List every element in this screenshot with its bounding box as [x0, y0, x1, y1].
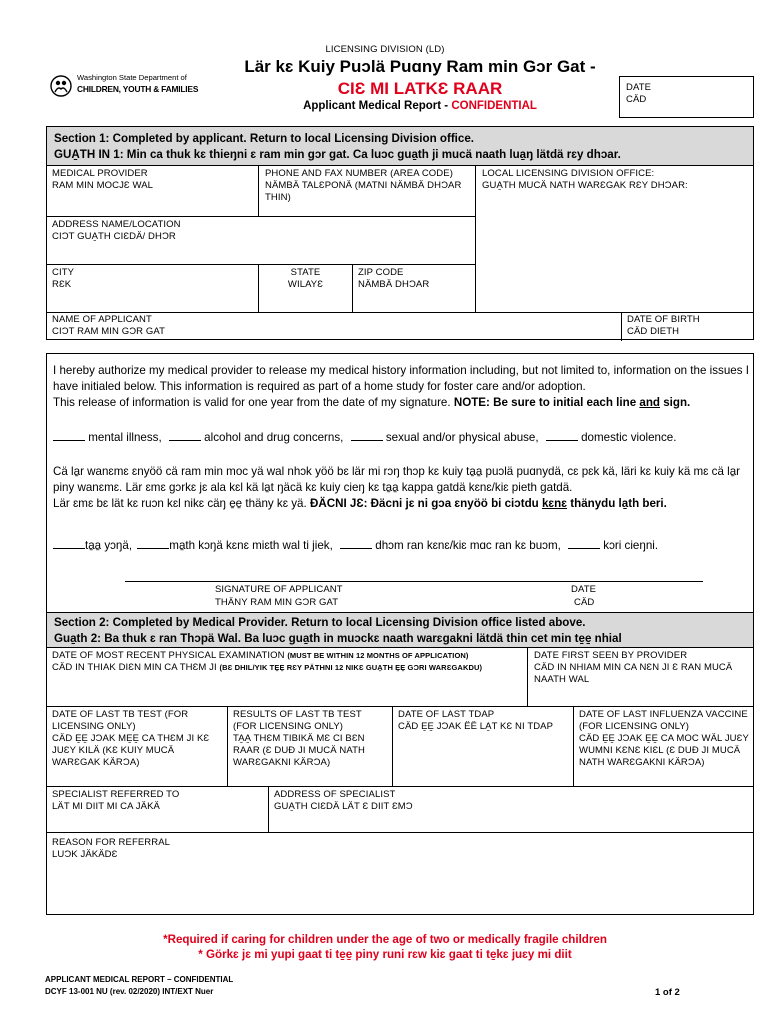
tb-test-field[interactable] [46, 706, 227, 786]
local-office-label: LOCAL LICENSING DIVISION OFFICE: [482, 168, 655, 179]
first-seen-label: DATE FIRST SEEN BY PROVIDER [534, 650, 688, 661]
first-seen-label-nuer: CÄD IN NHIAM MIN CA NƐN JI Ɛ RAN MUCÄ NAATH WAL [534, 662, 733, 685]
subtitle-confidential: CONFIDENTIAL [451, 100, 537, 112]
specialist-label-nuer: LÄT MI DIIT MI CA JÄKÄ [52, 801, 160, 812]
flu-vaccine-label-nuer: CÄD E̱E̱ JƆAK E̱E̱ CA MOC WÄL JUƐY WUMNI KƐNƐ KIƐL (Ɛ DUƉ JI MUCÄ NATH WARƐGAKNI KÄRƆA) [579, 733, 749, 768]
item-domestic-violence: domestic violence. [581, 431, 677, 444]
phone-fax-label: PHONE AND FAX NUMBER (AREA CODE) [265, 168, 453, 179]
nuer-note-text: ĐÄCNI JƐ: Đäcni jɛ ni gɔa ɛnyöö bi ciɔtdu [309, 497, 542, 510]
local-office-field[interactable] [476, 165, 754, 312]
address-label-nuer: CIƆT GUA̱TH CIƐDÄ/ DHƆR [52, 231, 176, 242]
page-number: 1 of 2 [655, 987, 680, 998]
zip-field[interactable] [353, 264, 475, 312]
nuer-note-and: kɛnɛ [541, 497, 568, 510]
division-label: LICENSING DIVISION (LD) [325, 44, 445, 55]
sig-applicant-label: SIGNATURE OF APPLICANT [215, 584, 343, 595]
referral-reason-field[interactable] [46, 832, 754, 915]
initial-blank-1[interactable] [53, 432, 85, 441]
tb-results-label-nuer: TA̱A̱ THƐM TIBIKÄ MƐ CI BƐN RAAR (Ɛ DUƉ JI MUCÄ NATH WARƐGAKNI KÄRƆA) [233, 733, 365, 768]
flu-vaccine-label: DATE OF LAST INFLUENZA VACCINE (FOR LICENSING ONLY) [579, 709, 748, 732]
flu-vaccine-field[interactable] [574, 706, 754, 786]
nuer-note-sign: thänydu la̱th beri. [567, 497, 667, 510]
medical-provider-label-nuer: RAM MIN MOCJƐ WAL [52, 180, 154, 191]
initial-blank-4[interactable] [546, 432, 578, 441]
applicant-name-field[interactable] [46, 312, 621, 340]
tdap-label: DATE OF LAST TDAP [398, 709, 495, 720]
note-sign: sign. [660, 396, 691, 409]
last-exam-label-nuer: CÄD IN THIAK DIƐN MIN CA THƐM JI [52, 662, 220, 673]
medical-provider-label: MEDICAL PROVIDER [52, 168, 148, 179]
section2-header [46, 612, 754, 648]
nuer-item-1: ta̱a̱ yɔŋä, [85, 539, 133, 552]
city-label: CITY [52, 267, 75, 278]
state-label: STATE [290, 267, 321, 278]
last-exam-note: (MUST BE WITHIN 12 MONTHS OF APPLICATION) [287, 651, 469, 660]
required-note-nuer: * Görkɛ jɛ mi yupi gaat ti te̱e̱ piny runi rɛw kiɛ gaat ti te̱kɛ juɛy mi diit [198, 948, 572, 961]
sig-applicant-label-nuer: THÄNY RAM MIN GƆR GAT [215, 597, 339, 608]
local-office-label-nuer: GUA̱TH MUCÄ NATH WARƐGAK RƐY DHƆAR: [482, 180, 688, 191]
tb-test-label-nuer: CÄD E̱E̱ JƆAK ME̱E̱ CA THƐM JI KƐ JUƐY KILÄ (KƐ KUIY MUCÄ WARƐGAK KÄRƆA) [52, 733, 210, 768]
authorization-validity [53, 395, 749, 411]
footer-form-id: DCYF 13-001 NU (rev. 02/2020) INT/EXT Nuer [45, 987, 214, 996]
nuer-validity [53, 496, 749, 512]
note-and: and [639, 396, 660, 409]
sig-date-label-nuer: CÄD [574, 597, 595, 608]
nuer-initial-blank-3[interactable] [340, 540, 372, 549]
form-subtitle [222, 100, 618, 112]
state-field[interactable] [259, 264, 352, 312]
zip-label: ZIP CODE [358, 267, 404, 278]
zip-label-nuer: NÄMBÄ DHƆAR [358, 279, 430, 290]
medical-provider-field[interactable] [46, 165, 258, 216]
dob-field[interactable] [622, 312, 754, 340]
state-label-nuer: WILAYƐ [287, 279, 324, 290]
item-mental-illness: mental illness, [88, 431, 162, 444]
first-seen-field[interactable] [528, 647, 754, 706]
item-alcohol-drug: alcohol and drug concerns, [204, 431, 344, 444]
nuer-validity-text: Lär ɛmɛ bɛ lät kɛ ruɔn kɛl nikɛ cäŋ e̱e̱ thäny kɛ yä. [53, 497, 310, 510]
nuer-initial-items [53, 538, 658, 554]
dcyf-logo [50, 72, 200, 100]
nuer-item-4: kɔri cieŋni. [603, 539, 659, 552]
tdap-field[interactable] [393, 706, 573, 786]
address-label: ADDRESS NAME/LOCATION [52, 219, 181, 230]
specialist-field[interactable] [46, 786, 268, 832]
specialist-address-label-nuer: GUA̱TH CIƐDÄ LÄT Ɛ DIIT ƐMƆ [274, 801, 413, 812]
date-label-nuer: CÄD [626, 94, 647, 105]
initial-items [53, 430, 676, 446]
phone-fax-field[interactable] [259, 165, 475, 216]
nuer-item-2: ma̱th kɔŋä kɛnɛ miɛth wal ti jiek, [169, 539, 333, 552]
tdap-label-nuer: CÄD E̱E̱ JƆAK ËË LA̱T KƐ NI TDAP [398, 721, 554, 732]
required-note: *Required if caring for children under the age of two or medically fragile children [163, 933, 607, 946]
tb-results-label: RESULTS OF LAST TB TEST (FOR LICENSING ONLY) [233, 709, 362, 732]
section2-heading: Section 2: Completed by Medical Provider. Return to local Licensing Division office listed above. [54, 616, 586, 629]
item-abuse: sexual and/or physical abuse, [385, 431, 539, 444]
nuer-initial-blank-1[interactable] [53, 540, 85, 549]
note-text: NOTE: Be sure to initial each line [453, 396, 640, 409]
authorization-text: I hereby authorize my medical provider to release my medical history information including, but not limited to, information on the issues I have initialed below. This information is required as part of a home study for foster care and/or adoption. [53, 364, 749, 393]
footer-form-title: APPLICANT MEDICAL REPORT – CONFIDENTIAL [45, 975, 234, 984]
logo-line2: CHILDREN, YOUTH & FAMILIES [77, 84, 199, 94]
applicant-name-label-nuer: CIƆT RAM MIN GƆR GAT [52, 326, 166, 337]
specialist-address-field[interactable] [269, 786, 754, 832]
phone-fax-label-nuer: NÄMBÄ TALƐPONÄ (MATNI NÄMBÄ DHƆAR THIN) [265, 180, 462, 203]
referral-reason-label: REASON FOR REFERRAL [52, 837, 171, 848]
address-field[interactable] [46, 216, 476, 264]
section1-header [46, 126, 754, 166]
tb-results-field[interactable] [228, 706, 392, 786]
dob-label-nuer: CÄD DIETH [627, 326, 680, 337]
initial-blank-2[interactable] [169, 432, 201, 441]
form-title-nuer: CIƐ MI LATKƐ RAAR [337, 79, 503, 98]
specialist-label: SPECIALIST REFERRED TO [52, 789, 180, 800]
nuer-initial-blank-2[interactable] [137, 540, 169, 549]
logo-icon [50, 74, 72, 98]
date-label: DATE [626, 82, 652, 93]
form-title: Lär kɛ Kuiy Puɔlä Puɑny Ram min Gɔr Gat - [244, 57, 596, 76]
last-exam-note-nuer: (BƐ DHIL/YIK TE̱E̱ RƐY PÄTHNI 12 NIKƐ GUA̱TH E̱E̱ GƆRI WARƐGAKDU) [219, 663, 483, 672]
signature-line[interactable] [125, 581, 703, 582]
dob-label: DATE OF BIRTH [627, 314, 700, 325]
nuer-authorization-text: Cä la̱r wanɛmɛ ɛnyöö cä ram min moc yä wal nhɔk yöö bɛ lär mi rɔŋ thɔp kɛ kuiy ta̱a̱ puɔlä puɑnydä, cɛ pɛk kä, läri kɛ kuiy kä mɛ cä la̱r piny wanɛmɛ. Lär ɛmɛ gɔrkɛ jɛ ala kɛl kä la̱t ŋäcä kɛ kuiy cieŋ kɛ ta̱a̱ kappa gatdä kɛnɛ/kiɛ pieth gatdä. [53, 465, 741, 494]
referral-reason-label-nuer: LUƆK JÄKÄDƐ [52, 849, 118, 860]
last-exam-field[interactable] [46, 647, 527, 706]
section2-heading-nuer: Gua̱th 2: Ba thuk ɛ ran Thɔpä Wal. Ba luɔc gua̱th in muɔckɛ naath warɛgakni lätdä thin cet min te̱e̱ nhial [54, 632, 622, 645]
nuer-item-3: dhɔm ran kɛnɛ/kiɛ mɑc ran kɛ buɔm, [375, 539, 561, 552]
subtitle-text: Applicant Medical Report - [303, 100, 452, 112]
sig-date-label: DATE [571, 584, 597, 595]
header-date-field[interactable] [619, 76, 754, 118]
city-field[interactable] [46, 264, 258, 312]
initial-blank-3[interactable] [351, 432, 383, 441]
nuer-initial-blank-4[interactable] [568, 540, 600, 549]
validity-text: This release of information is valid for one year from the date of my signature. [53, 396, 454, 409]
tb-test-label: DATE OF LAST TB TEST (FOR LICENSING ONLY) [52, 709, 189, 732]
last-exam-label: DATE OF MOST RECENT PHYSICAL EXAMINATION [52, 650, 288, 661]
section1-heading: Section 1: Completed by applicant. Return to local Licensing Division office. [54, 132, 475, 145]
applicant-name-label: NAME OF APPLICANT [52, 314, 152, 325]
specialist-address-label: ADDRESS OF SPECIALIST [274, 789, 396, 800]
city-label-nuer: RƐK [52, 279, 72, 290]
logo-line1: Washington State Department of [77, 73, 187, 82]
authorization-section [46, 353, 754, 613]
section1-heading-nuer: GUA̱TH IN 1: Min ca thuk kɛ thieŋni ɛ ram min gɔr gat. Ca luɔc gua̱th ji mucä naath lua̱ŋ lätdä rɛy dhɔar. [54, 148, 621, 161]
